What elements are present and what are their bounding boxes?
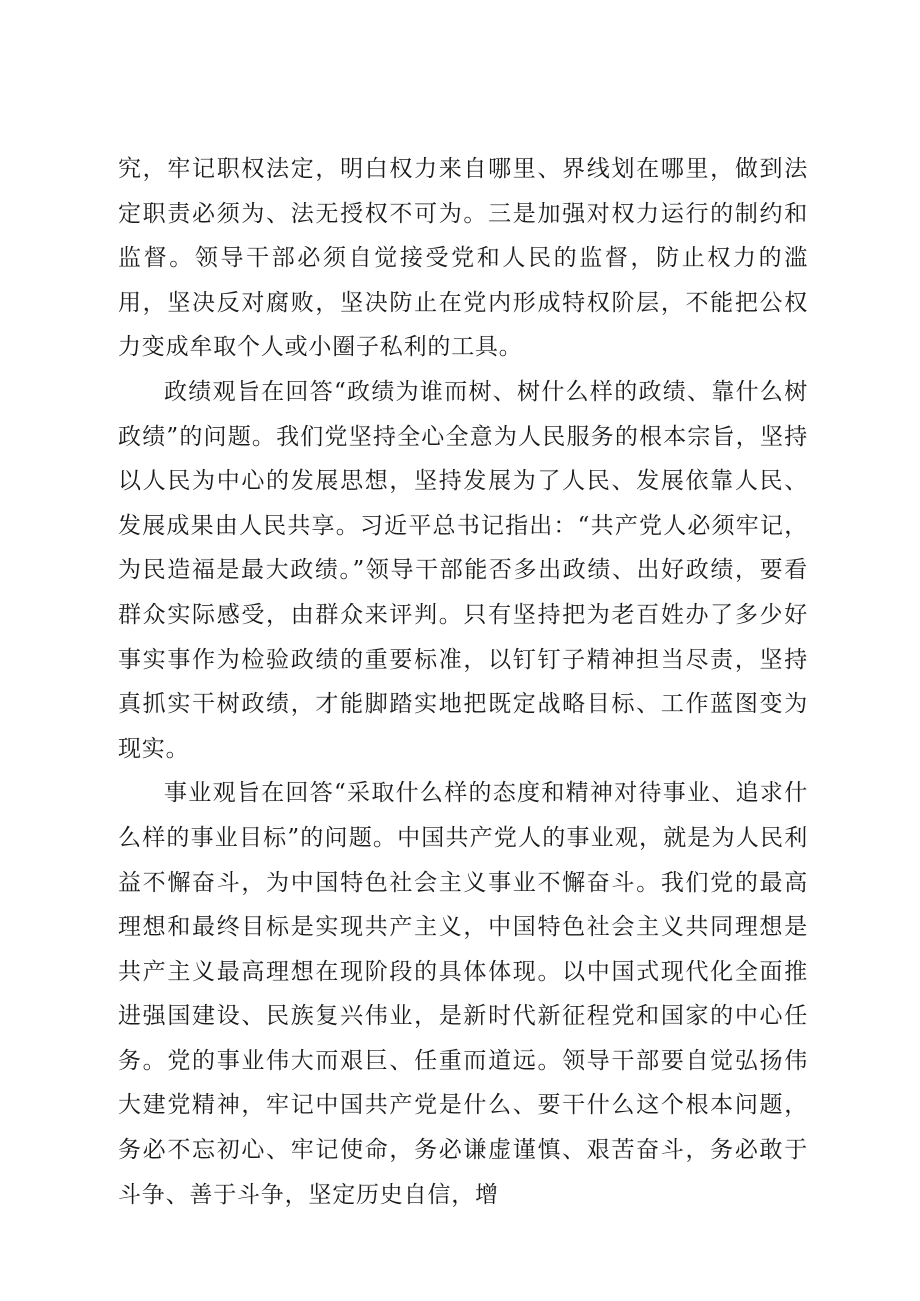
paragraph-continued: 究，牢记职权法定，明白权力来自哪里、界线划在哪里，做到法定职责必须为、法无授权不可为。三是加强对权力运行的制约和监督。领导干部必须自觉接受党和人民的监督，防止权力的滥用，坚决反对腐败，坚决防止在党内形成特权阶层，不能把公权力变成牟取个人或小圈子私利的工具。 [118, 156, 808, 361]
document-body [118, 147, 808, 1217]
paragraph-career-view: 事业观旨在回答“采取什么样的态度和精神对待事业、追求什么样的事业目标”的问题。中国共产党人的事业观，就是为人民利益不懈奋斗，为中国特色社会主义事业不懈奋斗。我们党的最高理想和最终目标是实现共产主义，中国特色社会主义共同理想是共产主义最高理想在现阶段的具体体现。以中国式现代化全面推进强国建设、民族复兴伟业，是新时代新征程党和国家的中心任务。党的事业伟大而艰巨、任重而道远。领导干部要自觉弘扬伟大建党精神，牢记中国共产党是什么、要干什么这个根本问题，务必不忘初心、牢记使命，务必谦虚谨慎、艰苦奋斗，务必敢于斗争、善于斗争，坚定历史自信，增 [118, 780, 808, 1208]
paragraph-political-achievement-view: 政绩观旨在回答“政绩为谁而树、树什么样的政绩、靠什么树政绩”的问题。我们党坚持全心全意为人民服务的根本宗旨，坚持以人民为中心的发展思想，坚持发展为了人民、发展依靠人民、发展成果由人民共享。习近平总书记指出：“共产党人必须牢记，为民造福是最大政绩。”领导干部能否多出政绩、出好政绩，要看群众实际感受，由群众来评判。只有坚持把为老百姓办了多少好事实事作为检验政绩的重要标准，以钉钉子精神担当尽责，坚持真抓实干树政绩，才能脚踏实地把既定战略目标、工作蓝图变为现实。 [118, 378, 808, 762]
